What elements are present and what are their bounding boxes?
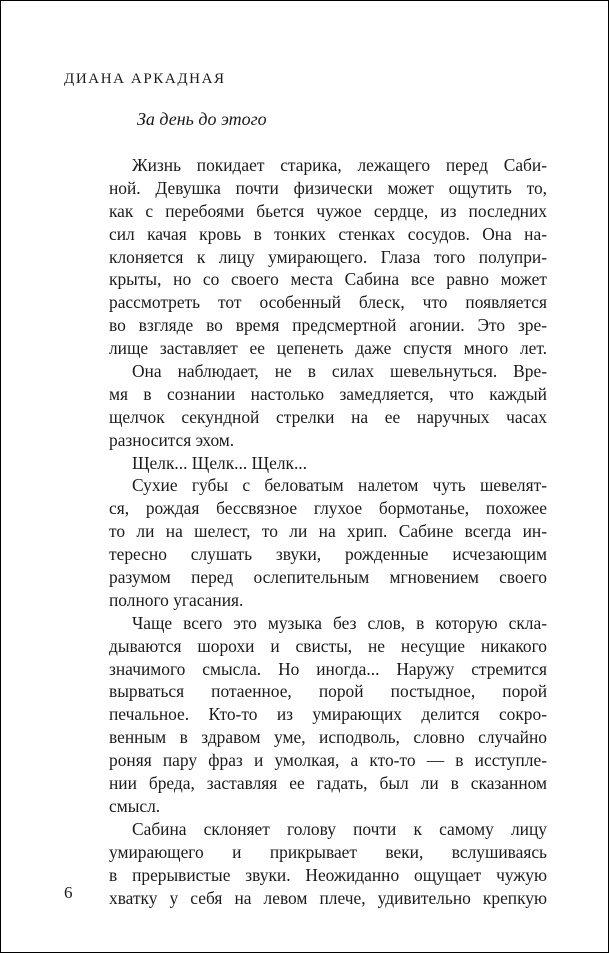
text-line: печальное. Кто-то из умирающих делится сокро- bbox=[109, 704, 547, 725]
text-line: щелчок секундной стрелки на ее наручных часах bbox=[109, 406, 547, 427]
text-line: крыты, но со своего места Сабина все равно может bbox=[109, 269, 547, 290]
text-line: нии бреда, заставляя ее гадать, был ли в сказанном bbox=[109, 773, 547, 794]
text-line: венным в здравом уме, исподволь, словно случайно bbox=[109, 727, 547, 748]
text-line: Щелк... Щелк... Щелк... bbox=[132, 452, 307, 473]
text-line: Сабина склоняет голову почти к самому лицу bbox=[132, 818, 547, 839]
text-line: ся, рождая бессвязное глухое бормотанье, похожее bbox=[109, 498, 547, 519]
text-line: Жизнь покидает старика, лежащего перед Саби- bbox=[132, 155, 547, 175]
text-line: то ли на шелест, то ли на хрип. Сабине всегда ин- bbox=[109, 521, 547, 542]
text-line: хватку у себя на левом плече, удивительно крепкую bbox=[109, 887, 547, 908]
text-line: рассмотреть тот особенный блеск, что появляется bbox=[109, 292, 547, 313]
body-text bbox=[109, 154, 547, 909]
page-number: 6 bbox=[64, 883, 73, 902]
text-line: Сухие губы с беловатым налетом чуть шевелят- bbox=[132, 475, 547, 496]
text-line: полного угасания. bbox=[109, 589, 244, 610]
text-line: значимого смысла. Но иногда... Наружу стремится bbox=[109, 658, 547, 679]
text-line: в прерывистые звуки. Неожиданно ощущает чужую bbox=[109, 864, 547, 885]
text-line: умирающего и прикрывает веки, вслушиваясь bbox=[109, 841, 547, 862]
running-head-author: ДИАНА АРКАДНАЯ bbox=[64, 71, 226, 87]
text-line: Она наблюдает, не в силах шевельнуться. Вре- bbox=[132, 361, 547, 382]
text-line: Чаще всего это музыка без слов, в которую скла- bbox=[132, 612, 547, 633]
text-line: лище заставляет ее цепенеть даже спустя много лет. bbox=[109, 338, 547, 359]
text-line: тересно слушать звуки, рожденные исчезающим bbox=[109, 544, 547, 565]
text-line: ной. Девушка почти физически может ощутить то, bbox=[109, 177, 547, 198]
text-line: разносится эхом. bbox=[109, 429, 235, 450]
text-line: разумом перед ослепительным мгновением своего bbox=[109, 567, 547, 588]
text-line: вырваться потаенное, порой постыдное, порой bbox=[109, 681, 547, 702]
text-line: во взгляде во время предсмертной агонии. Это зре- bbox=[109, 315, 547, 336]
text-line: сил качая кровь в тонких стенках сосудов. Она на- bbox=[109, 223, 547, 244]
text-line: смысл. bbox=[109, 795, 161, 816]
text-line: клоняется к лицу умирающего. Глаза того полупри- bbox=[109, 246, 547, 267]
text-line: роняя пару фраз и умолкая, а кто-то — в исступле- bbox=[109, 750, 547, 771]
text-line: дываются шорохи и свисты, не несущие никакого bbox=[109, 635, 547, 656]
text-line: мя в сознании настолько замедляется, что каждый bbox=[109, 383, 547, 404]
section-title: За день до этого bbox=[137, 109, 267, 129]
text-line: как с перебоями бьется чужое сердце, из последних bbox=[109, 200, 547, 221]
